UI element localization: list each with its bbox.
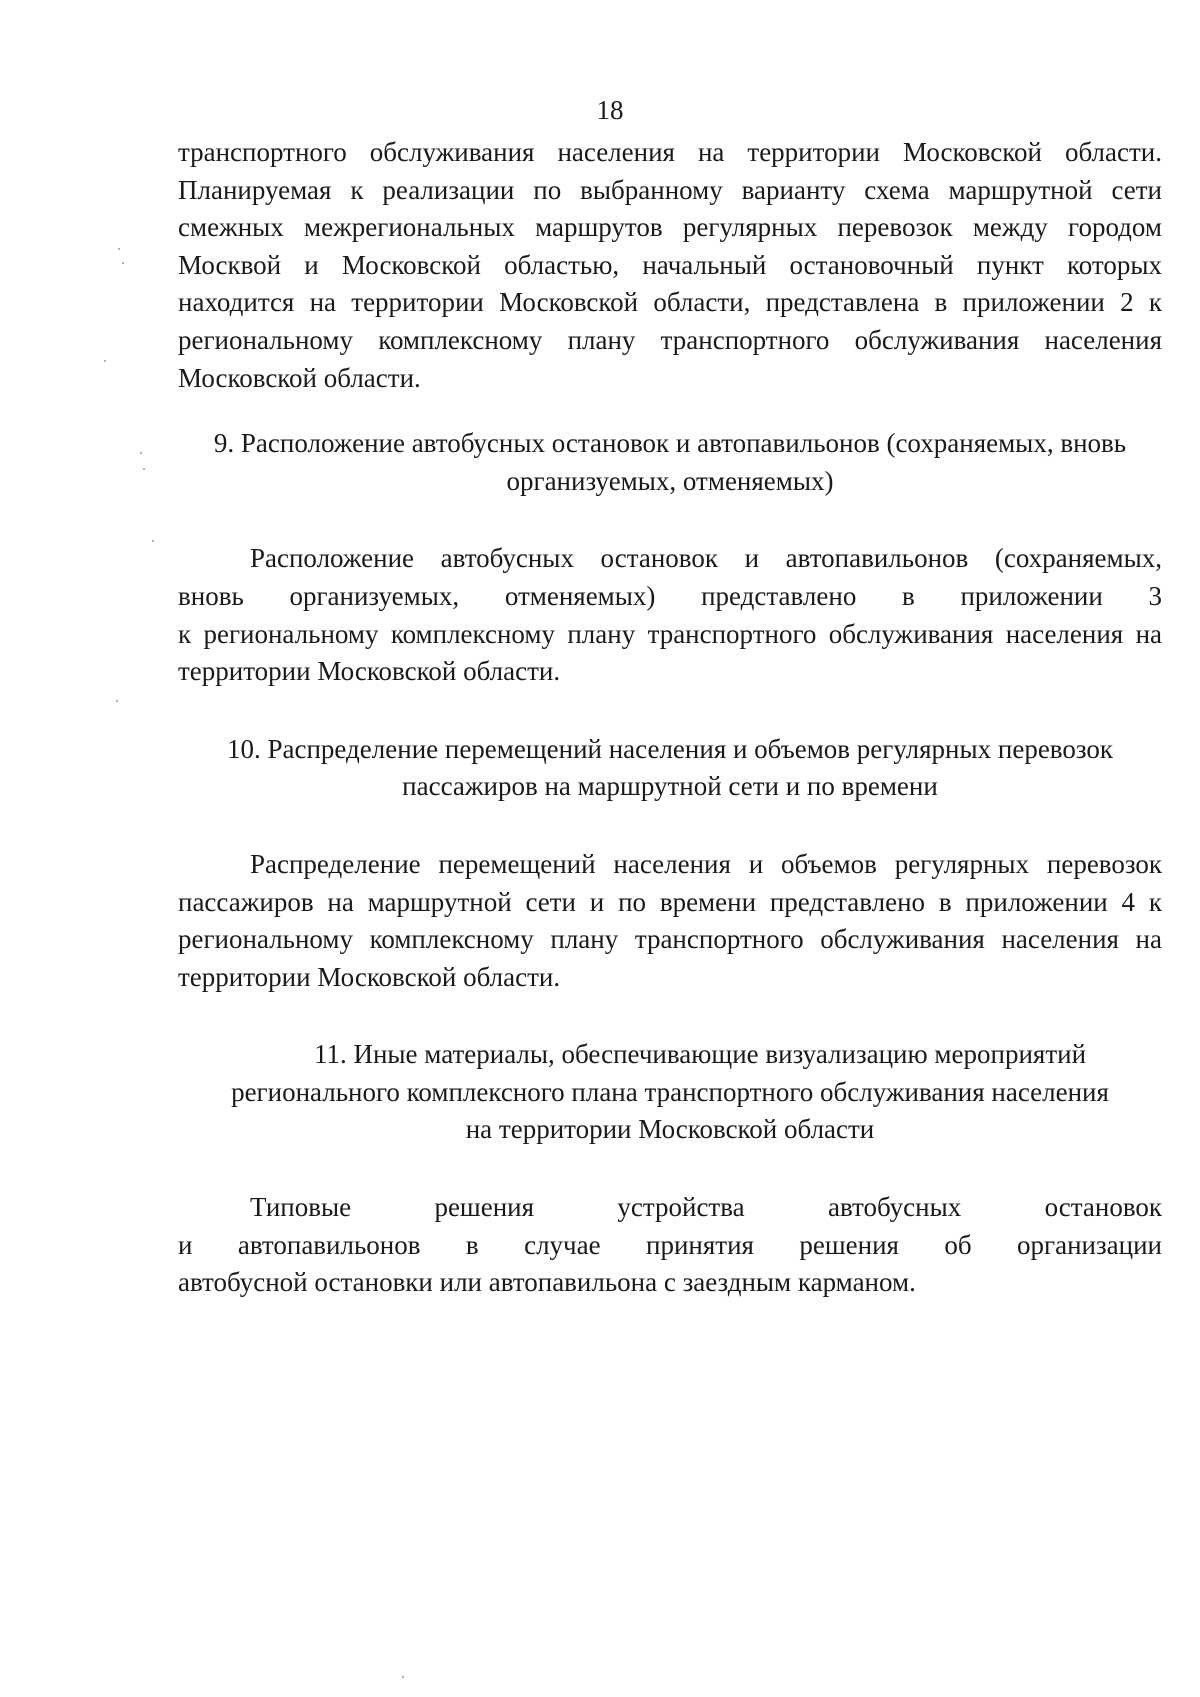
scan-speck xyxy=(118,248,120,250)
section-10-heading xyxy=(178,731,1162,806)
section-11-heading-line-2: регионального комплексного плана транспортного обслуживания населения xyxy=(231,1076,1109,1107)
section-9-body-line-1: Расположение автобусных остановок и автопавильонов (сохраняемых, xyxy=(250,543,1162,574)
section-11-heading xyxy=(178,1036,1162,1149)
section-10-paragraph: Распределение перемещений населения и объемов регулярных перевозок пассажиров на маршрутной сети и по времени представлено в приложении 4 к региональному комплексному плану транспортного обслуживания населения на территории Московской области. xyxy=(178,848,1162,992)
section-11-paragraph xyxy=(178,1189,1162,1302)
section-11-body-line-2: и автопавильонов в случае принятия решения об организации xyxy=(178,1229,1162,1260)
section-9-paragraph xyxy=(178,540,1162,690)
scan-speck xyxy=(143,468,145,470)
section-11-heading-line-3: на территории Московской области xyxy=(465,1114,875,1145)
scan-speck xyxy=(122,262,124,264)
section-9-heading xyxy=(178,425,1162,500)
section-11-body-line-1: Типовые решения устройства автобусных остановок xyxy=(250,1192,1162,1223)
section-9-body-rest: к региональному комплексному плану транспортного обслуживания населения на территории Московской области. xyxy=(178,618,1162,687)
section-10-heading-line-2: пассажиров на маршрутной сети и по времени xyxy=(402,771,938,802)
intro-paragraph: транспортного обслуживания населения на территории Московской области. Планируемая к реализации по выбранному варианту схема маршрутной сети смежных межрегиональных маршрутов регулярных перевозок между городом Москвой и Московской областью, начальный остановочный пункт которых находится на территории Московской области, представлена в приложении 2 к региональному комплексному плану транспортного обслуживания населения Московской области. xyxy=(178,137,1162,393)
scan-speck xyxy=(402,1676,404,1678)
section-9-heading-line-1: 9. Расположение автобусных остановок и автопавильонов (сохраняемых, вновь xyxy=(213,428,1127,459)
section-11-heading-line-1: 11. Иные материалы, обеспечивающие визуализацию мероприятий xyxy=(313,1039,1087,1070)
section-10-heading-line-1: 10. Распределение перемещений населения и объемов регулярных перевозок xyxy=(227,733,1113,764)
scan-speck xyxy=(152,540,154,542)
scan-speck xyxy=(116,700,118,702)
section-9-body-line-2: вновь организуемых, отменяемых) представлено в приложении 3 xyxy=(178,580,1162,611)
scan-speck xyxy=(140,452,142,454)
scan-speck xyxy=(104,360,106,362)
section-9-heading-line-2: организуемых, отменяемых) xyxy=(506,465,834,496)
page-number: 18 xyxy=(596,95,624,125)
document-body xyxy=(178,134,1162,1302)
section-11-body-line-3: автобусной остановки или автопавильона с заездным карманом. xyxy=(178,1267,916,1298)
